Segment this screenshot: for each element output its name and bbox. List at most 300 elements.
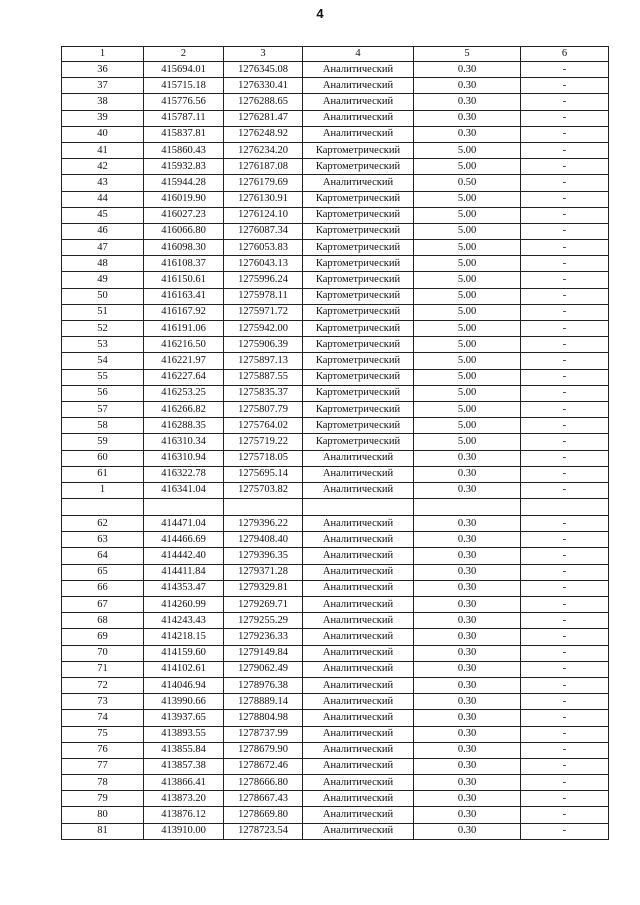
table-cell: 0.30 xyxy=(414,758,521,774)
column-header: 6 xyxy=(521,47,609,62)
table-cell: 413876.12 xyxy=(144,807,224,823)
table-cell: 0.30 xyxy=(414,78,521,94)
table-cell: Картометрический xyxy=(303,207,414,223)
table-row xyxy=(62,450,609,466)
table-cell: 61 xyxy=(62,466,144,482)
table-cell: 416266.82 xyxy=(144,401,224,417)
table-cell: 0.30 xyxy=(414,516,521,532)
table-cell: 0.30 xyxy=(414,450,521,466)
table-cell: 414046.94 xyxy=(144,677,224,693)
table-row xyxy=(62,482,609,498)
table-cell: - xyxy=(521,580,609,596)
table-header-row xyxy=(62,47,609,62)
table-cell: 0.30 xyxy=(414,94,521,110)
table-cell: 68 xyxy=(62,613,144,629)
table-cell: 414218.15 xyxy=(144,629,224,645)
table-cell: 57 xyxy=(62,401,144,417)
table-cell: - xyxy=(521,726,609,742)
table-separator-row xyxy=(62,499,609,516)
table-cell: 0.30 xyxy=(414,564,521,580)
table-cell: 1275971.72 xyxy=(224,304,303,320)
table-cell: - xyxy=(521,272,609,288)
table-cell: 1278976.38 xyxy=(224,677,303,693)
table-cell: 71 xyxy=(62,661,144,677)
table-cell: 415694.01 xyxy=(144,62,224,78)
table-cell: 0.30 xyxy=(414,126,521,142)
table-cell: 1278672.46 xyxy=(224,758,303,774)
table-cell: 5.00 xyxy=(414,401,521,417)
table-cell: 5.00 xyxy=(414,418,521,434)
table-row xyxy=(62,175,609,191)
table-cell: Аналитический xyxy=(303,564,414,580)
table-cell: 413873.20 xyxy=(144,791,224,807)
table-cell: 0.30 xyxy=(414,548,521,564)
table-cell: Аналитический xyxy=(303,742,414,758)
table-cell: 1279149.84 xyxy=(224,645,303,661)
table-cell: 416310.94 xyxy=(144,450,224,466)
table-cell: - xyxy=(521,645,609,661)
table-cell: 414102.61 xyxy=(144,661,224,677)
table-cell: - xyxy=(521,613,609,629)
table-cell: 1276053.83 xyxy=(224,240,303,256)
table-cell: Картометрический xyxy=(303,240,414,256)
table-cell: 5.00 xyxy=(414,240,521,256)
table-cell: 43 xyxy=(62,175,144,191)
table-cell: 42 xyxy=(62,159,144,175)
table-row xyxy=(62,548,609,564)
table-cell: Аналитический xyxy=(303,807,414,823)
table-cell: 60 xyxy=(62,450,144,466)
table-row xyxy=(62,742,609,758)
table-row xyxy=(62,110,609,126)
table-cell: 415944.28 xyxy=(144,175,224,191)
table-row xyxy=(62,823,609,839)
table-cell: 416150.61 xyxy=(144,272,224,288)
table-cell: - xyxy=(521,159,609,175)
table-cell: 1276179.69 xyxy=(224,175,303,191)
empty-cell xyxy=(62,499,144,516)
table-row xyxy=(62,256,609,272)
table-cell: 0.30 xyxy=(414,110,521,126)
table-cell: 1279408.40 xyxy=(224,532,303,548)
table-cell: Аналитический xyxy=(303,126,414,142)
table-cell: 36 xyxy=(62,62,144,78)
table-cell: 46 xyxy=(62,223,144,239)
table-cell: 416098.30 xyxy=(144,240,224,256)
table-cell: - xyxy=(521,564,609,580)
table-cell: 1276288.65 xyxy=(224,94,303,110)
table-cell: Аналитический xyxy=(303,532,414,548)
table-cell: 413866.41 xyxy=(144,775,224,791)
table-cell: 1278737.99 xyxy=(224,726,303,742)
table-cell: Аналитический xyxy=(303,629,414,645)
table-cell: - xyxy=(521,288,609,304)
table-cell: 1275887.55 xyxy=(224,369,303,385)
table-cell: - xyxy=(521,94,609,110)
table-row xyxy=(62,564,609,580)
table-cell: 413990.66 xyxy=(144,694,224,710)
table-cell: 1275719.22 xyxy=(224,434,303,450)
table-cell: 1276187.08 xyxy=(224,159,303,175)
table-cell: - xyxy=(521,450,609,466)
table-cell: 51 xyxy=(62,304,144,320)
table-cell: Аналитический xyxy=(303,175,414,191)
table-cell: - xyxy=(521,207,609,223)
table-cell: - xyxy=(521,597,609,613)
table-cell: 415837.81 xyxy=(144,126,224,142)
table-cell: 1279329.81 xyxy=(224,580,303,596)
table-row xyxy=(62,94,609,110)
table-cell: 413857.38 xyxy=(144,758,224,774)
table-cell: - xyxy=(521,758,609,774)
table-cell: Картометрический xyxy=(303,369,414,385)
table-cell: 0.30 xyxy=(414,726,521,742)
table-cell: - xyxy=(521,62,609,78)
table-cell: Аналитический xyxy=(303,710,414,726)
table-cell: 1279396.22 xyxy=(224,516,303,532)
table-cell: 413937.65 xyxy=(144,710,224,726)
table-cell: Картометрический xyxy=(303,353,414,369)
table-cell: Аналитический xyxy=(303,726,414,742)
table-cell: 416191.06 xyxy=(144,321,224,337)
table-cell: Картометрический xyxy=(303,159,414,175)
table-cell: - xyxy=(521,775,609,791)
table-cell: Картометрический xyxy=(303,434,414,450)
table-cell: Аналитический xyxy=(303,62,414,78)
table-cell: 47 xyxy=(62,240,144,256)
table-cell: 1275996.24 xyxy=(224,272,303,288)
table-cell: 1276330.41 xyxy=(224,78,303,94)
table-cell: - xyxy=(521,191,609,207)
table-cell: Аналитический xyxy=(303,791,414,807)
table-cell: Картометрический xyxy=(303,142,414,158)
table-cell: 64 xyxy=(62,548,144,564)
table-cell: 416253.25 xyxy=(144,385,224,401)
table-cell: 416108.37 xyxy=(144,256,224,272)
table-cell: 415787.11 xyxy=(144,110,224,126)
table-row xyxy=(62,677,609,693)
table-cell: 1276234.20 xyxy=(224,142,303,158)
table-cell: 1276087.34 xyxy=(224,223,303,239)
table-row xyxy=(62,516,609,532)
table-cell: 79 xyxy=(62,791,144,807)
table-cell: 415715.18 xyxy=(144,78,224,94)
table-row xyxy=(62,337,609,353)
table-cell: 59 xyxy=(62,434,144,450)
table-cell: 416310.34 xyxy=(144,434,224,450)
table-cell: 66 xyxy=(62,580,144,596)
table-cell: - xyxy=(521,694,609,710)
table-cell: 414353.47 xyxy=(144,580,224,596)
table-cell: - xyxy=(521,434,609,450)
table-cell: 5.00 xyxy=(414,385,521,401)
table-cell: 1275764.02 xyxy=(224,418,303,434)
table-cell: Аналитический xyxy=(303,694,414,710)
table-cell: 416288.35 xyxy=(144,418,224,434)
table-cell: 1276248.92 xyxy=(224,126,303,142)
table-cell: 5.00 xyxy=(414,191,521,207)
table-cell: - xyxy=(521,661,609,677)
table-cell: - xyxy=(521,304,609,320)
table-cell: 0.30 xyxy=(414,677,521,693)
table-cell: 0.30 xyxy=(414,775,521,791)
table-cell: - xyxy=(521,126,609,142)
table-cell: 413855.84 xyxy=(144,742,224,758)
table-cell: 58 xyxy=(62,418,144,434)
column-header: 1 xyxy=(62,47,144,62)
table-cell: Картометрический xyxy=(303,337,414,353)
table-cell: 0.30 xyxy=(414,823,521,839)
table-cell: 1276281.47 xyxy=(224,110,303,126)
table-cell: 413910.00 xyxy=(144,823,224,839)
table-row xyxy=(62,661,609,677)
table-cell: 5.00 xyxy=(414,304,521,320)
table-cell: 5.00 xyxy=(414,434,521,450)
table-cell: 53 xyxy=(62,337,144,353)
table-cell: 54 xyxy=(62,353,144,369)
table-cell: 414243.43 xyxy=(144,613,224,629)
table-row xyxy=(62,694,609,710)
table-cell: Картометрический xyxy=(303,401,414,417)
table-cell: 5.00 xyxy=(414,159,521,175)
table-cell: 0.30 xyxy=(414,580,521,596)
table-row xyxy=(62,272,609,288)
table-cell: 1279062.49 xyxy=(224,661,303,677)
table-cell: 1275695.14 xyxy=(224,466,303,482)
table-cell: 48 xyxy=(62,256,144,272)
table-cell: 1278723.54 xyxy=(224,823,303,839)
table-cell: 415932.83 xyxy=(144,159,224,175)
table-row xyxy=(62,710,609,726)
table-cell: 1279269.71 xyxy=(224,597,303,613)
table-cell: 55 xyxy=(62,369,144,385)
table-cell: 37 xyxy=(62,78,144,94)
empty-cell xyxy=(303,499,414,516)
table-cell: Аналитический xyxy=(303,110,414,126)
table-cell: 0.30 xyxy=(414,482,521,498)
table-cell: 81 xyxy=(62,823,144,839)
table-cell: 1275703.82 xyxy=(224,482,303,498)
table-cell: 416066.80 xyxy=(144,223,224,239)
table-cell: Аналитический xyxy=(303,758,414,774)
table-cell: 416027.23 xyxy=(144,207,224,223)
table-cell: - xyxy=(521,142,609,158)
table-cell: 0.30 xyxy=(414,466,521,482)
table-cell: - xyxy=(521,516,609,532)
table-cell: 416216.50 xyxy=(144,337,224,353)
table-cell: 65 xyxy=(62,564,144,580)
table-row xyxy=(62,369,609,385)
table-cell: - xyxy=(521,532,609,548)
column-header: 2 xyxy=(144,47,224,62)
table-cell: - xyxy=(521,466,609,482)
table-cell: Картометрический xyxy=(303,256,414,272)
table-row xyxy=(62,385,609,401)
table-cell: 5.00 xyxy=(414,288,521,304)
table-cell: - xyxy=(521,321,609,337)
table-cell: 80 xyxy=(62,807,144,823)
table-cell: - xyxy=(521,401,609,417)
table-row xyxy=(62,807,609,823)
table-cell: 1276124.10 xyxy=(224,207,303,223)
table-cell: 50 xyxy=(62,288,144,304)
table-row xyxy=(62,159,609,175)
table-cell: 1275718.05 xyxy=(224,450,303,466)
table-row xyxy=(62,142,609,158)
table-cell: 1279396.35 xyxy=(224,548,303,564)
table-cell: Аналитический xyxy=(303,645,414,661)
table-cell: 0.30 xyxy=(414,532,521,548)
table-cell: 1275942.00 xyxy=(224,321,303,337)
table-cell: 1278679.90 xyxy=(224,742,303,758)
table-cell: 5.00 xyxy=(414,256,521,272)
table-cell: 1278804.98 xyxy=(224,710,303,726)
table-cell: 413893.55 xyxy=(144,726,224,742)
table-cell: Картометрический xyxy=(303,288,414,304)
table-cell: - xyxy=(521,337,609,353)
table-cell: 416322.78 xyxy=(144,466,224,482)
table-cell: 1275835.37 xyxy=(224,385,303,401)
table-cell: - xyxy=(521,710,609,726)
table-cell: - xyxy=(521,548,609,564)
empty-cell xyxy=(414,499,521,516)
table-cell: Аналитический xyxy=(303,78,414,94)
table-cell: 1279371.28 xyxy=(224,564,303,580)
table-row xyxy=(62,207,609,223)
table-cell: Аналитический xyxy=(303,823,414,839)
table-cell: 416163.41 xyxy=(144,288,224,304)
empty-cell xyxy=(224,499,303,516)
table-cell: - xyxy=(521,175,609,191)
table-cell: 69 xyxy=(62,629,144,645)
table-cell: 0.30 xyxy=(414,629,521,645)
table-row xyxy=(62,758,609,774)
table-cell: - xyxy=(521,385,609,401)
empty-cell xyxy=(144,499,224,516)
table-cell: Аналитический xyxy=(303,482,414,498)
table-cell: 40 xyxy=(62,126,144,142)
table-cell: 76 xyxy=(62,742,144,758)
table-cell: 39 xyxy=(62,110,144,126)
table-cell: 56 xyxy=(62,385,144,401)
table-row xyxy=(62,775,609,791)
table-cell: 1279236.33 xyxy=(224,629,303,645)
table-row xyxy=(62,532,609,548)
table-cell: 415776.56 xyxy=(144,94,224,110)
table-cell: 414466.69 xyxy=(144,532,224,548)
table-cell: 414159.60 xyxy=(144,645,224,661)
table-row xyxy=(62,240,609,256)
table-cell: - xyxy=(521,629,609,645)
table-row xyxy=(62,191,609,207)
table-cell: Аналитический xyxy=(303,580,414,596)
table-cell: 1275906.39 xyxy=(224,337,303,353)
table-cell: 0.30 xyxy=(414,791,521,807)
table-cell: 414442.40 xyxy=(144,548,224,564)
table-cell: 5.00 xyxy=(414,353,521,369)
table-cell: 5.00 xyxy=(414,321,521,337)
table-cell: - xyxy=(521,110,609,126)
table-cell: - xyxy=(521,78,609,94)
table-row xyxy=(62,434,609,450)
table-row xyxy=(62,580,609,596)
table-cell: 45 xyxy=(62,207,144,223)
table-row xyxy=(62,466,609,482)
table-cell: 5.00 xyxy=(414,142,521,158)
table-cell: 49 xyxy=(62,272,144,288)
table-row xyxy=(62,321,609,337)
table-cell: 0.30 xyxy=(414,645,521,661)
table-cell: Аналитический xyxy=(303,597,414,613)
table-cell: 41 xyxy=(62,142,144,158)
table-row xyxy=(62,418,609,434)
table-cell: 5.00 xyxy=(414,223,521,239)
table-cell: 1278666.80 xyxy=(224,775,303,791)
table-cell: 1278889.14 xyxy=(224,694,303,710)
table-row xyxy=(62,597,609,613)
table-cell: 0.30 xyxy=(414,613,521,629)
table-row xyxy=(62,223,609,239)
table-cell: - xyxy=(521,353,609,369)
table-cell: 0.30 xyxy=(414,807,521,823)
table-cell: 416341.04 xyxy=(144,482,224,498)
table-cell: 1279255.29 xyxy=(224,613,303,629)
table-cell: 0.30 xyxy=(414,710,521,726)
table-row xyxy=(62,791,609,807)
table-cell: 72 xyxy=(62,677,144,693)
table-cell: 5.00 xyxy=(414,337,521,353)
table-row xyxy=(62,645,609,661)
table-cell: 414260.99 xyxy=(144,597,224,613)
table-row xyxy=(62,78,609,94)
table-cell: 74 xyxy=(62,710,144,726)
table-cell: - xyxy=(521,482,609,498)
table-cell: - xyxy=(521,791,609,807)
table-cell: 5.00 xyxy=(414,369,521,385)
table-cell: - xyxy=(521,256,609,272)
table-cell: 75 xyxy=(62,726,144,742)
table-cell: 1276043.13 xyxy=(224,256,303,272)
table-cell: - xyxy=(521,418,609,434)
page-number: 4 xyxy=(316,6,324,21)
table-cell: 38 xyxy=(62,94,144,110)
table-row xyxy=(62,126,609,142)
table-cell: 415860.43 xyxy=(144,142,224,158)
table-cell: Аналитический xyxy=(303,661,414,677)
table-body xyxy=(62,62,609,840)
table-cell: 414411.84 xyxy=(144,564,224,580)
table-cell: Аналитический xyxy=(303,94,414,110)
table-cell: Аналитический xyxy=(303,677,414,693)
table-cell: 416167.92 xyxy=(144,304,224,320)
table-cell: Аналитический xyxy=(303,775,414,791)
table-cell: 0.30 xyxy=(414,742,521,758)
table-cell: 1278669.80 xyxy=(224,807,303,823)
table-cell: Картометрический xyxy=(303,223,414,239)
table-row xyxy=(62,629,609,645)
table-cell: 416019.90 xyxy=(144,191,224,207)
table-cell: 1 xyxy=(62,482,144,498)
table-cell: Аналитический xyxy=(303,516,414,532)
table-cell: 1276130.91 xyxy=(224,191,303,207)
table-cell: 1275807.79 xyxy=(224,401,303,417)
table-cell: Аналитический xyxy=(303,450,414,466)
table-cell: 0.50 xyxy=(414,175,521,191)
table-cell: - xyxy=(521,742,609,758)
table-cell: - xyxy=(521,823,609,839)
table-row xyxy=(62,288,609,304)
table-cell: 416227.64 xyxy=(144,369,224,385)
